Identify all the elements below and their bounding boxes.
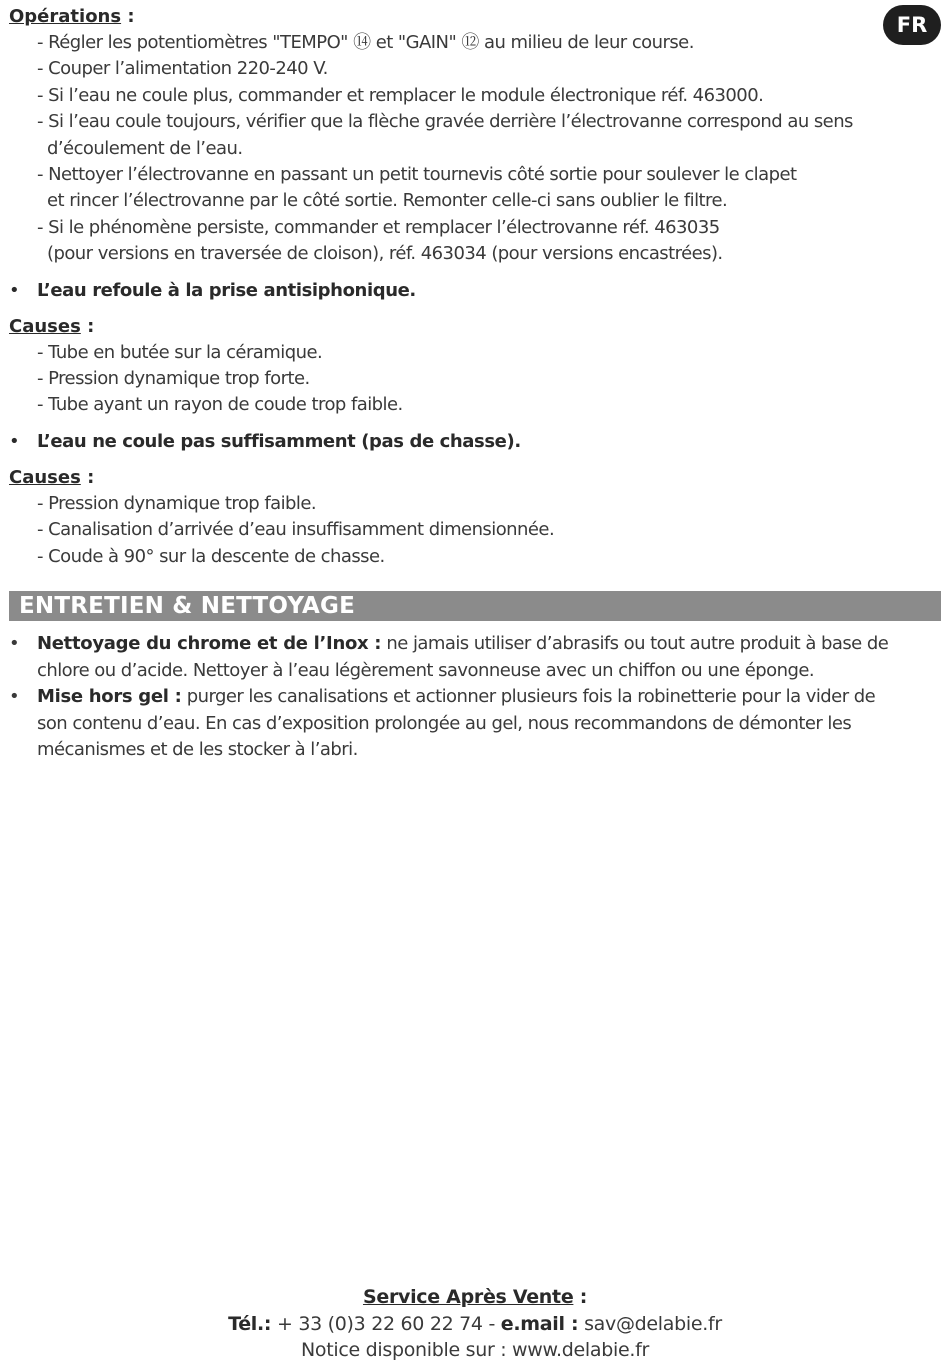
cause-line: - Pression dynamique trop forte. <box>37 368 310 390</box>
cause-line: - Tube ayant un rayon de coude trop faible. <box>37 394 403 416</box>
operation-line: (pour versions en traversée de cloison), réf. 463034 (pour versions encastrées). <box>47 243 723 265</box>
maintenance-item-text: son contenu d’eau. En cas d’exposition prolongée au gel, nous recommandons de démonter les <box>37 712 852 734</box>
maintenance-item-text: purger les canalisations et actionner plusieurs fois la robinetterie pour la vider de <box>181 686 876 708</box>
operations-label-colon: : <box>121 6 135 27</box>
causes-label-colon: : <box>80 466 95 488</box>
cause-line: - Coude à 90° sur la descente de chasse. <box>37 545 385 567</box>
after-sales-heading-row <box>0 1284 950 1311</box>
maintenance-item-text: ne jamais utiliser d’abrasifs ou tout autre produit à base de <box>381 633 889 654</box>
maintenance-list <box>9 631 909 764</box>
after-sales-footer <box>0 1284 950 1364</box>
operations-label <box>9 4 884 30</box>
phone-number: + 33 (0)3 22 60 22 74 - <box>271 1312 501 1335</box>
operation-line: et rincer l’électrovanne par le côté sortie. Remonter celle-ci sans oublier le filtre. <box>47 190 728 212</box>
notice-link: Notice disponible sur : www.delabie.fr <box>300 1339 650 1361</box>
operation-line: - Si le phénomène persiste, commander et remplacer l’électrovanne réf. 463035 <box>37 216 720 238</box>
maintenance-item-text: chlore ou d’acide. Nettoyer à l’eau légèrement savonneuse avec un chiffon ou une éponge. <box>37 659 815 681</box>
problem-title-low-flow: • L’eau ne coule pas suffisamment (pas de chasse). <box>9 429 884 455</box>
causes-label-text: Causes <box>9 466 81 488</box>
cause-line: - Tube en butée sur la céramique. <box>37 341 323 363</box>
operation-line: - Couper l’alimentation 220-240 V. <box>37 58 328 80</box>
maintenance-item-cleaning <box>9 631 909 684</box>
maintenance-item-frost <box>9 684 909 764</box>
operation-line: - Nettoyer l’électrovanne en passant un petit tournevis côté sortie pour soulever le clapet <box>37 164 797 186</box>
causes-label-colon: : <box>80 315 95 337</box>
cause-line: - Pression dynamique trop faible. <box>37 492 317 514</box>
email-address: sav@delabie.fr <box>578 1312 722 1335</box>
maintenance-section-heading: ENTRETIEN & NETTOYAGE <box>9 591 941 621</box>
operations-label-text: Opérations <box>9 6 122 27</box>
operation-line: d’écoulement de l’eau. <box>47 137 243 159</box>
troubleshooting-content <box>9 4 884 570</box>
operation-line: - Régler les potentiomètres "TEMPO" ⑭ et "GAIN" ⑫ au milieu de leur course. <box>37 32 694 53</box>
maintenance-item-title: Mise hors gel : <box>37 686 182 708</box>
after-sales-heading-colon: : <box>573 1286 588 1308</box>
causes-label <box>9 465 884 491</box>
email-label: e.mail : <box>500 1312 579 1335</box>
problem-title-antisiphon: • L’eau refoule à la prise antisiphonique. <box>9 278 884 304</box>
phone-label: Tél.: <box>228 1312 272 1335</box>
cause-line: - Canalisation d’arrivée d’eau insuffisamment dimensionnée. <box>37 519 555 541</box>
causes-label <box>9 314 884 340</box>
operation-line: - Si l’eau ne coule plus, commander et remplacer le module électronique réf. 463000. <box>37 84 764 106</box>
maintenance-item-title: Nettoyage du chrome et de l’Inox : <box>37 633 382 654</box>
operation-line: - Si l’eau coule toujours, vérifier que la flèche gravée derrière l’électrovanne correspond au sens <box>37 111 853 133</box>
maintenance-item-text: mécanismes et de les stocker à l’abri. <box>37 739 358 761</box>
language-badge: FR <box>883 5 941 45</box>
causes-label-text: Causes <box>9 315 81 337</box>
after-sales-heading: Service Après Vente <box>362 1286 574 1308</box>
contact-line <box>0 1311 950 1338</box>
